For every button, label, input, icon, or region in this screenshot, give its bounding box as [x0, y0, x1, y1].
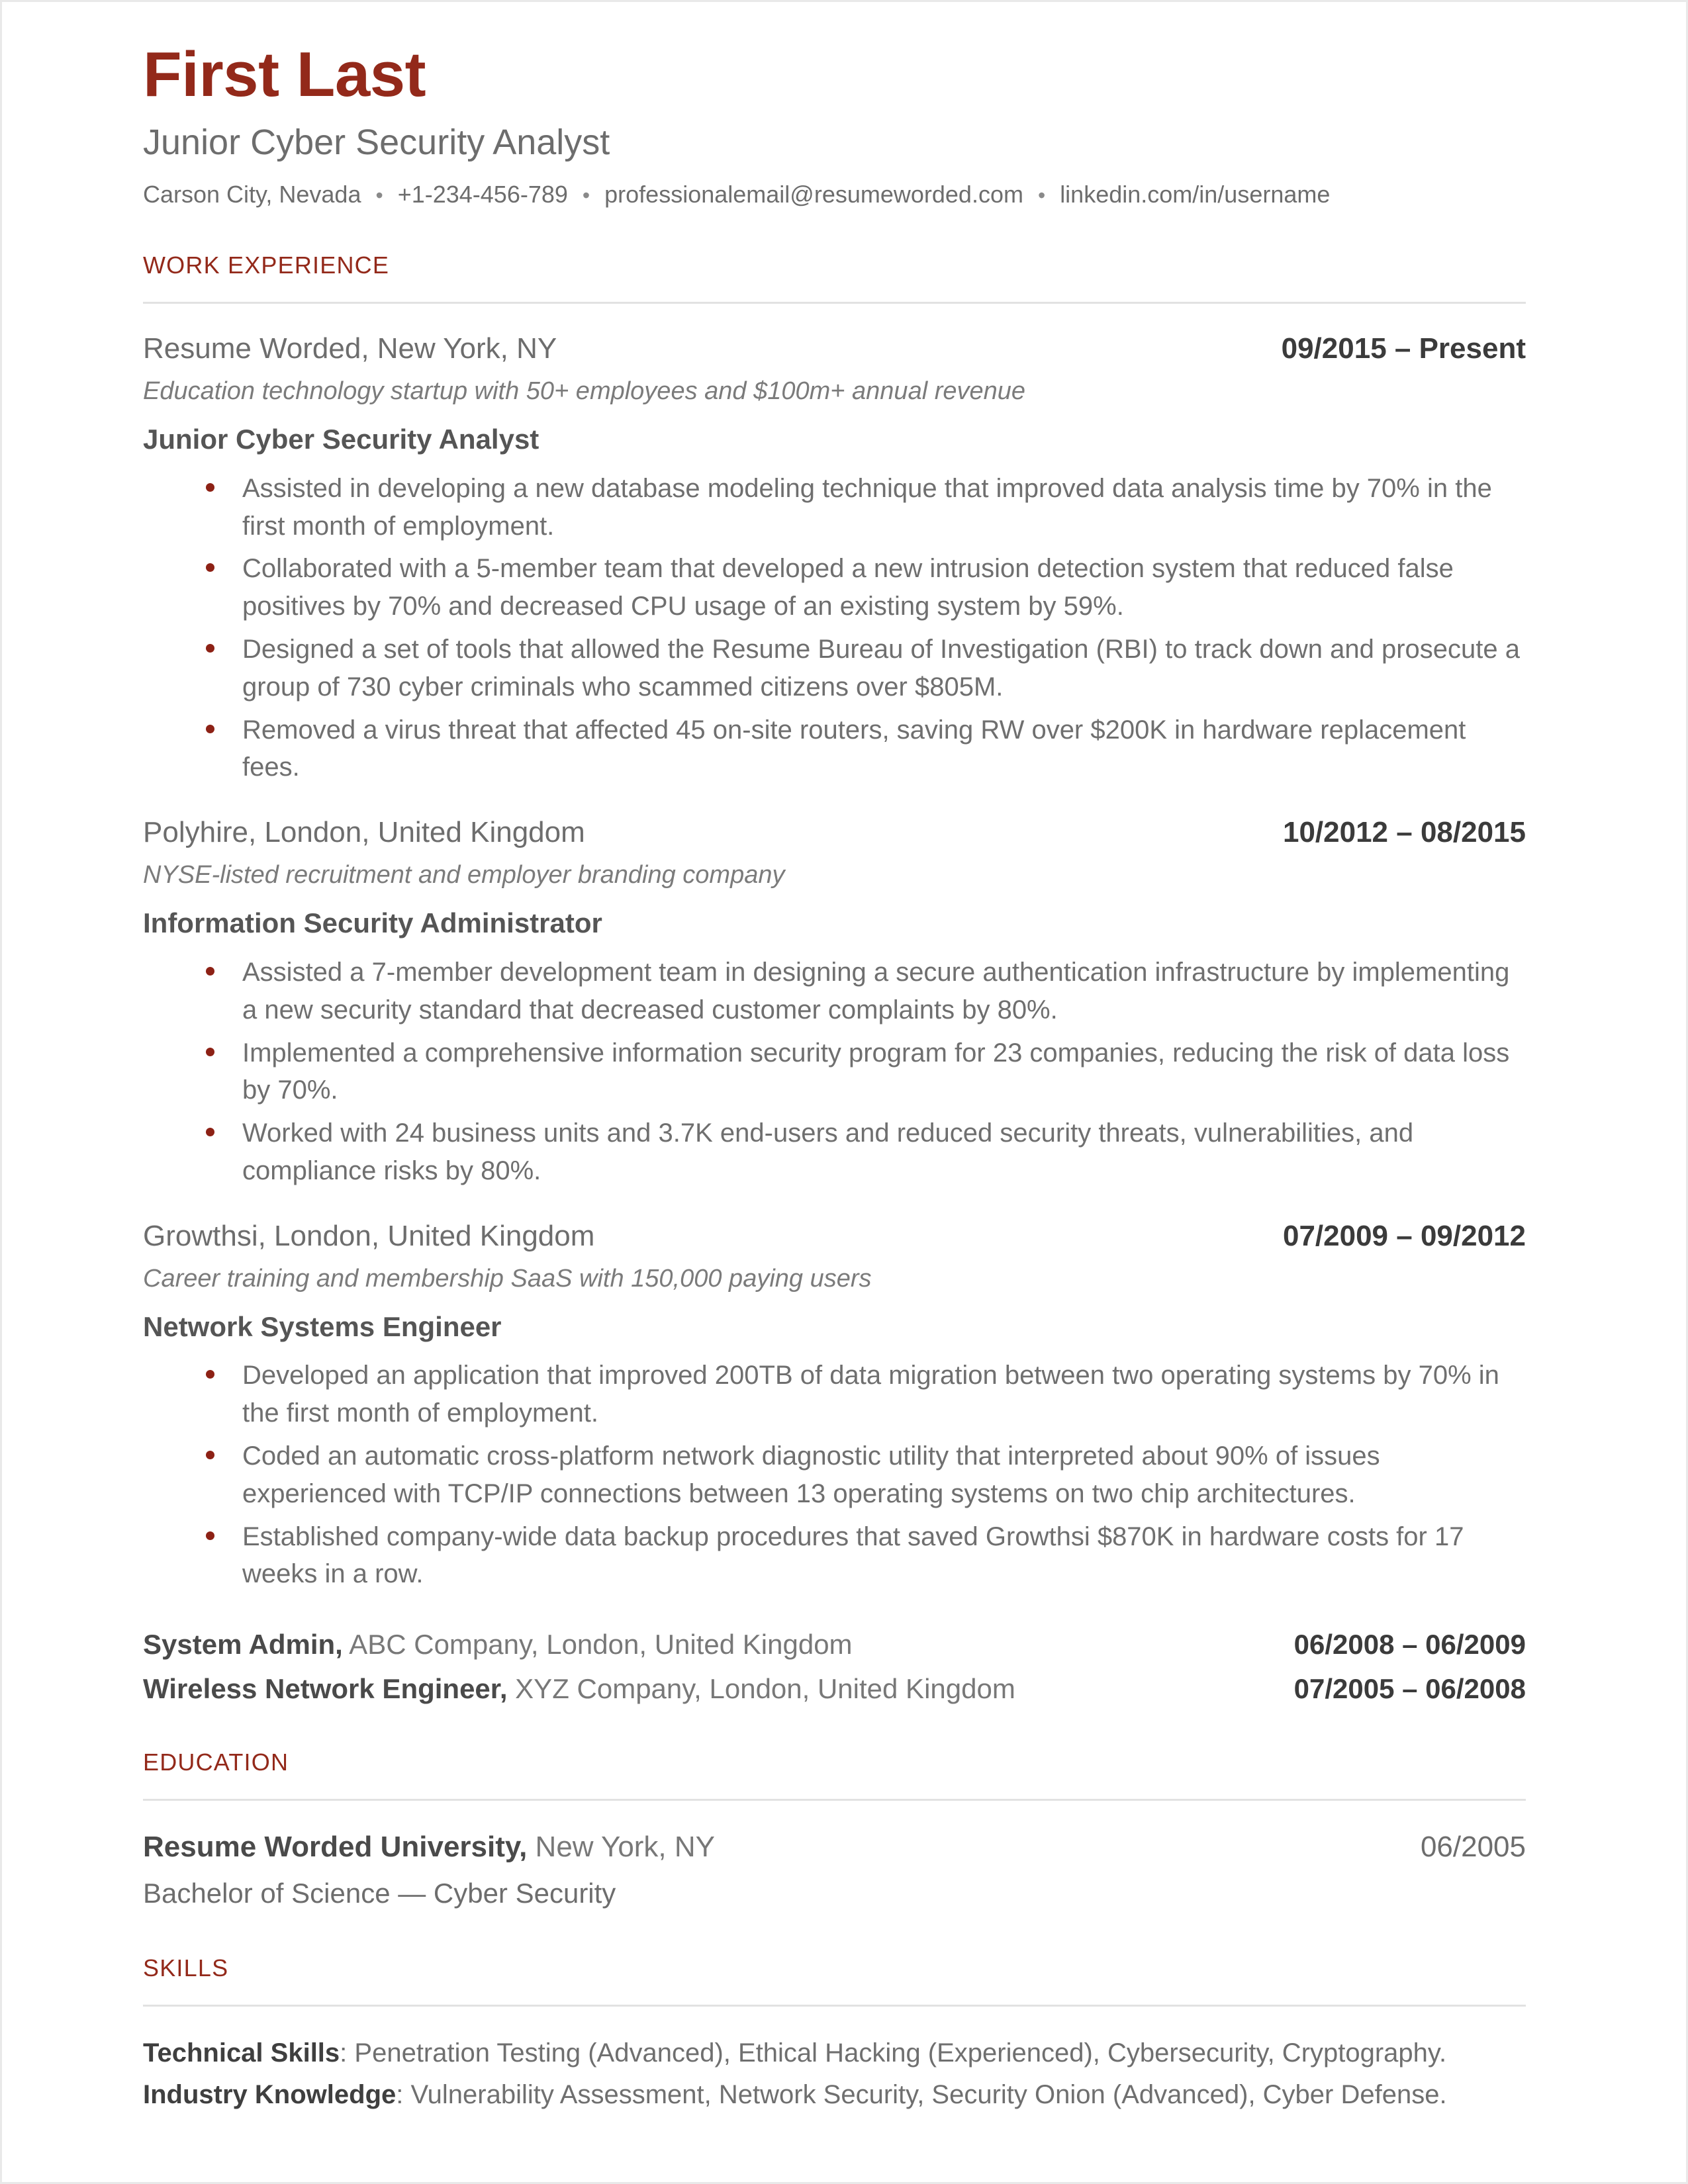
job-entry	[143, 332, 1526, 786]
section-skills	[143, 1954, 1526, 2114]
bullet-dot-icon	[206, 644, 214, 653]
section-divider	[143, 2005, 1526, 2007]
job-bullet-list	[143, 1357, 1526, 1593]
list-item	[143, 711, 1526, 787]
job-dates: 09/2015 – Present	[1281, 332, 1526, 365]
job-entry	[143, 1219, 1526, 1593]
table-row	[143, 1627, 1526, 1662]
list-item	[143, 1518, 1526, 1594]
bullet-text: Assisted a 7-member development team in designing a secure authentication infrastructure by implementing a new security standard that decreased customer complaints by 80%.	[242, 957, 1510, 1024]
skill-line	[143, 2034, 1526, 2072]
contact-email[interactable]: professionalemail@resumeworded.com	[604, 181, 1023, 208]
education-degree: Bachelor of Science — Cyber Security	[143, 1878, 616, 1909]
table-row	[143, 1672, 1526, 1707]
education-school-line	[143, 1829, 715, 1865]
bullet-dot-icon	[206, 1048, 214, 1056]
resume-header	[143, 39, 1526, 209]
contact-linkedin[interactable]: linkedin.com/in/username	[1060, 181, 1331, 208]
mini-role-line	[143, 1672, 1015, 1707]
job-company: Polyhire, London, United Kingdom	[143, 816, 585, 849]
list-item	[143, 470, 1526, 545]
bullet-text: Developed an application that improved 200TB of data migration between two operating systems by 70% in the first month of employment.	[242, 1361, 1499, 1428]
list-item	[143, 631, 1526, 706]
job-company-description: Career training and membership SaaS with 150,000 paying users	[143, 1264, 872, 1293]
list-item	[143, 954, 1526, 1029]
section-heading-skills: SKILLS	[143, 1954, 229, 1981]
list-item	[143, 1357, 1526, 1432]
job-header-row	[143, 332, 1526, 367]
bullet-separator-icon: •	[1037, 183, 1046, 208]
bullet-separator-icon: •	[375, 183, 383, 208]
job-entry	[143, 815, 1526, 1189]
list-item	[143, 550, 1526, 625]
bullet-separator-icon: •	[582, 183, 590, 208]
section-divider	[143, 302, 1526, 304]
education-date: 06/2005	[1420, 1831, 1526, 1864]
contact-location: Carson City, Nevada	[143, 181, 361, 208]
job-dates: 10/2012 – 08/2015	[1282, 816, 1526, 849]
job-bullet-list	[143, 954, 1526, 1190]
mini-role-line	[143, 1627, 853, 1662]
list-item	[143, 1034, 1526, 1110]
job-company: Resume Worded, New York, NY	[143, 332, 557, 365]
job-company-description: NYSE-listed recruitment and employer branding company	[143, 861, 785, 889]
mini-role-company: ABC Company, London, United Kingdom	[342, 1629, 853, 1661]
bullet-dot-icon	[206, 725, 214, 733]
bullet-text: Removed a virus threat that affected 45 on-site routers, saving RW over $200K in hardware replacement fees.	[242, 715, 1466, 782]
bullet-dot-icon	[206, 563, 214, 572]
bullet-text: Worked with 24 business units and 3.7K end-users and reduced security threats, vulnerabilities, and compliance risks by 80%.	[242, 1118, 1414, 1185]
professional-headline: Junior Cyber Security Analyst	[143, 122, 610, 162]
additional-roles-list	[143, 1627, 1526, 1706]
skill-values: : Vulnerability Assessment, Network Security, Security Onion (Advanced), Cyber Defense.	[396, 2079, 1447, 2109]
bullet-dot-icon	[206, 967, 214, 976]
mini-role-title: Wireless Network Engineer,	[143, 1672, 508, 1704]
mini-role-company: XYZ Company, London, United Kingdom	[507, 1672, 1015, 1704]
bullet-text: Coded an automatic cross-platform network diagnostic utility that interpreted about 90% of issues experienced with TCP/IP connections between 13 operating systems on two chip architectures.	[242, 1441, 1380, 1508]
bullet-text: Designed a set of tools that allowed the Resume Bureau of Investigation (RBI) to track down and prosecute a group of 730 cyber criminals who scammed citizens over $805M.	[242, 635, 1520, 702]
mini-role-dates: 07/2005 – 06/2008	[1293, 1672, 1526, 1704]
section-heading-education: EDUCATION	[143, 1749, 289, 1776]
job-header-row	[143, 815, 1526, 850]
bullet-text: Collaborated with a 5-member team that developed a new intrusion detection system that reduced false positives by 70% and decreased CPU usage of an existing system by 59%.	[242, 554, 1454, 621]
contact-line	[143, 179, 1526, 209]
education-school-location: New York, NY	[527, 1831, 716, 1864]
skill-category-label: Technical Skills	[143, 2038, 340, 2068]
job-company: Growthsi, London, United Kingdom	[143, 1219, 595, 1252]
job-bullet-list	[143, 470, 1526, 786]
list-item	[143, 1115, 1526, 1190]
job-role-title: Junior Cyber Security Analyst	[143, 424, 539, 455]
bullet-text: Established company-wide data backup procedures that saved Growthsi $870K in hardware costs for 17 weeks in a row.	[242, 1522, 1464, 1589]
education-school-name: Resume Worded University,	[143, 1831, 528, 1864]
bullet-dot-icon	[206, 1370, 214, 1379]
skill-category-label: Industry Knowledge	[143, 2079, 397, 2109]
section-education	[143, 1749, 1526, 1912]
job-role-title: Network Systems Engineer	[143, 1310, 502, 1342]
section-heading-work: WORK EXPERIENCE	[143, 251, 390, 279]
bullet-text: Assisted in developing a new database modeling technique that improved data analysis time by 70% in the first month of employment.	[242, 473, 1492, 541]
mini-role-title: System Admin,	[143, 1629, 343, 1661]
bullet-dot-icon	[206, 1531, 214, 1540]
education-entry	[143, 1829, 1526, 1865]
resume-content	[143, 39, 1526, 2117]
bullet-dot-icon	[206, 1128, 214, 1136]
bullet-text: Implemented a comprehensive information security program for 23 companies, reducing the risk of data loss by 70%.	[242, 1038, 1510, 1105]
job-role-title: Information Security Administrator	[143, 907, 602, 939]
job-header-row	[143, 1219, 1526, 1254]
section-work-experience	[143, 251, 1526, 1706]
bullet-dot-icon	[206, 1451, 214, 1459]
list-item	[143, 1437, 1526, 1513]
page-title: First Last	[143, 39, 426, 110]
contact-phone[interactable]: +1-234-456-789	[397, 181, 568, 208]
section-divider	[143, 1799, 1526, 1801]
bullet-dot-icon	[206, 483, 214, 492]
job-company-description: Education technology startup with 50+ employees and $100m+ annual revenue	[143, 377, 1026, 405]
skill-values: : Penetration Testing (Advanced), Ethical Hacking (Experienced), Cybersecurity, Cryptography.	[340, 2038, 1447, 2068]
skill-line	[143, 2076, 1526, 2114]
job-dates: 07/2009 – 09/2012	[1282, 1219, 1526, 1252]
mini-role-dates: 06/2008 – 06/2009	[1293, 1629, 1526, 1661]
